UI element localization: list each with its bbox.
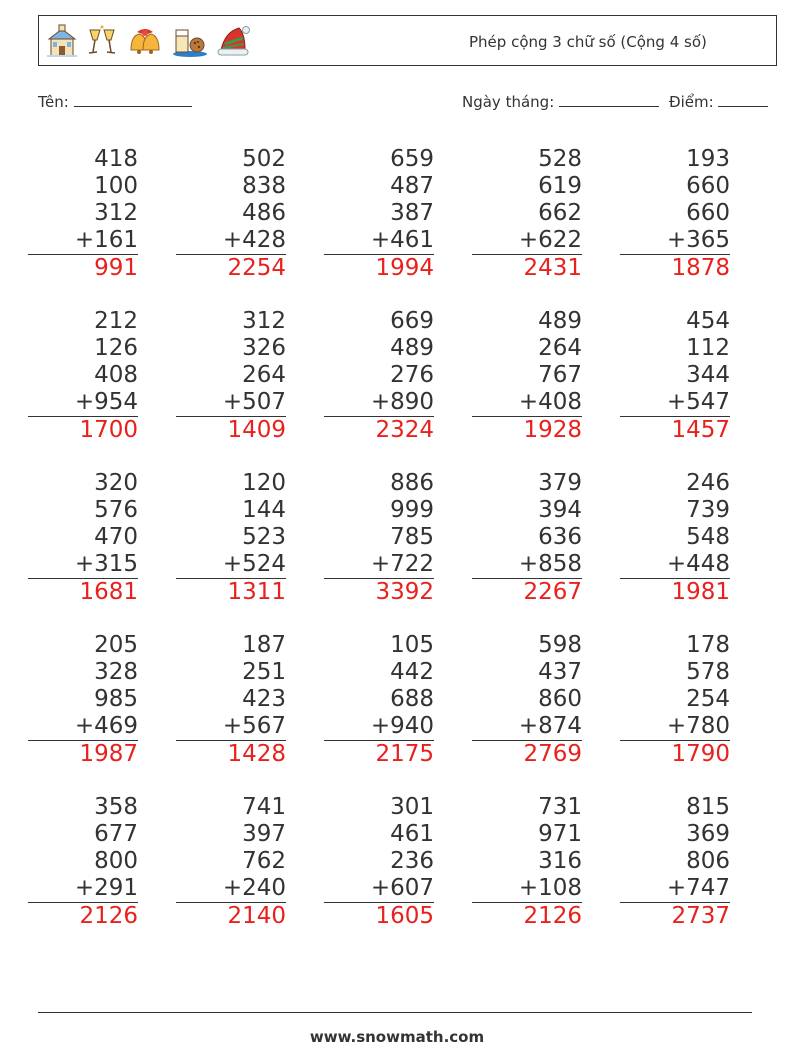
christmas-bells-icon [125, 24, 165, 58]
addend-2: 328 [94, 659, 138, 685]
answer: 1409 [227, 417, 286, 443]
addend-4: +108 [518, 875, 582, 901]
worksheet-title: Phép cộng 3 chữ số (Cộng 4 số) [469, 33, 707, 51]
addend-3: 264 [242, 362, 286, 388]
answer: 2769 [523, 741, 582, 767]
addend-4: +607 [370, 875, 434, 901]
addend-2: 369 [686, 821, 730, 847]
addend-3: 316 [538, 848, 582, 874]
addend-3: 636 [538, 524, 582, 550]
addend-1: 312 [242, 308, 286, 334]
addend-1: 105 [390, 632, 434, 658]
addend-2: 576 [94, 497, 138, 523]
addition-problem [620, 470, 730, 606]
addend-3: 408 [94, 362, 138, 388]
addend-3: 312 [94, 200, 138, 226]
answer: 1878 [671, 255, 730, 281]
addend-1: 358 [94, 794, 138, 820]
addend-1: 212 [94, 308, 138, 334]
addend-2: 144 [242, 497, 286, 523]
addend-3: 423 [242, 686, 286, 712]
addend-2: 489 [390, 335, 434, 361]
addend-2: 999 [390, 497, 434, 523]
addend-4: +940 [370, 713, 434, 739]
addend-4: +291 [74, 875, 138, 901]
addition-problem [28, 308, 138, 444]
addend-3: 236 [390, 848, 434, 874]
addend-4: +461 [370, 227, 434, 253]
church-icon [45, 24, 79, 58]
addition-problem [176, 470, 286, 606]
answer: 1981 [671, 579, 730, 605]
addend-3: 985 [94, 686, 138, 712]
answer: 2431 [523, 255, 582, 281]
addition-problem [620, 632, 730, 768]
addend-3: 767 [538, 362, 582, 388]
addition-problem [472, 632, 582, 768]
addend-3: 254 [686, 686, 730, 712]
addend-4: +890 [370, 389, 434, 415]
answer: 1987 [79, 741, 138, 767]
addend-1: 320 [94, 470, 138, 496]
addend-3: 660 [686, 200, 730, 226]
answer: 1928 [523, 417, 582, 443]
addend-2: 838 [242, 173, 286, 199]
answer: 991 [94, 255, 138, 281]
addend-1: 379 [538, 470, 582, 496]
addend-4: +547 [666, 389, 730, 415]
addend-1: 886 [390, 470, 434, 496]
addend-1: 454 [686, 308, 730, 334]
santa-hat-icon [215, 24, 253, 58]
addend-2: 578 [686, 659, 730, 685]
addition-problem [176, 632, 286, 768]
name-field[interactable] [38, 93, 192, 111]
addend-2: 442 [390, 659, 434, 685]
header-box [38, 15, 777, 66]
answer: 1457 [671, 417, 730, 443]
addition-problem [472, 794, 582, 930]
addend-1: 815 [686, 794, 730, 820]
score-line[interactable] [718, 93, 768, 107]
addend-1: 731 [538, 794, 582, 820]
addend-2: 326 [242, 335, 286, 361]
addend-1: 659 [390, 146, 434, 172]
addend-3: 344 [686, 362, 730, 388]
addition-problem [176, 794, 286, 930]
addend-4: +240 [222, 875, 286, 901]
addend-1: 502 [242, 146, 286, 172]
addition-problem [620, 146, 730, 282]
addend-3: 785 [390, 524, 434, 550]
addend-2: 112 [686, 335, 730, 361]
addend-4: +954 [74, 389, 138, 415]
addend-2: 677 [94, 821, 138, 847]
answer: 2126 [79, 903, 138, 929]
addend-1: 741 [242, 794, 286, 820]
addend-2: 619 [538, 173, 582, 199]
addend-2: 437 [538, 659, 582, 685]
addend-3: 387 [390, 200, 434, 226]
addend-1: 301 [390, 794, 434, 820]
addition-problem [176, 308, 286, 444]
addend-4: +161 [74, 227, 138, 253]
addend-4: +722 [370, 551, 434, 577]
addend-2: 251 [242, 659, 286, 685]
addend-2: 739 [686, 497, 730, 523]
date-line[interactable] [559, 93, 659, 107]
addend-1: 120 [242, 470, 286, 496]
addition-problem [176, 146, 286, 282]
addend-3: 762 [242, 848, 286, 874]
addend-3: 662 [538, 200, 582, 226]
addition-problem [472, 470, 582, 606]
addend-1: 598 [538, 632, 582, 658]
addition-problem [472, 146, 582, 282]
addend-4: +507 [222, 389, 286, 415]
answer: 1994 [375, 255, 434, 281]
addend-2: 487 [390, 173, 434, 199]
addend-4: +858 [518, 551, 582, 577]
addend-3: 276 [390, 362, 434, 388]
answer: 2737 [671, 903, 730, 929]
addend-1: 669 [390, 308, 434, 334]
answer: 1700 [79, 417, 138, 443]
answer: 1681 [79, 579, 138, 605]
addition-problem [324, 632, 434, 768]
addend-1: 187 [242, 632, 286, 658]
addend-2: 264 [538, 335, 582, 361]
addend-3: 860 [538, 686, 582, 712]
date-field[interactable] [462, 93, 659, 111]
addend-4: +365 [666, 227, 730, 253]
addition-problem [324, 146, 434, 282]
addend-2: 394 [538, 497, 582, 523]
name-label: Tên: [38, 93, 69, 111]
answer: 2126 [523, 903, 582, 929]
answer: 1311 [227, 579, 286, 605]
addend-3: 806 [686, 848, 730, 874]
addend-1: 193 [686, 146, 730, 172]
addend-4: +469 [74, 713, 138, 739]
addend-1: 528 [538, 146, 582, 172]
addend-4: +315 [74, 551, 138, 577]
addend-3: 688 [390, 686, 434, 712]
addition-problem [472, 308, 582, 444]
addition-problem [620, 794, 730, 930]
addend-3: 470 [94, 524, 138, 550]
footer-divider [38, 1012, 752, 1013]
addend-1: 246 [686, 470, 730, 496]
addend-2: 461 [390, 821, 434, 847]
answer: 2140 [227, 903, 286, 929]
answer: 3392 [375, 579, 434, 605]
addend-1: 489 [538, 308, 582, 334]
footer-site[interactable]: www.snowmath.com [309, 1028, 485, 1046]
addend-4: +747 [666, 875, 730, 901]
addition-problem [28, 794, 138, 930]
addend-4: +524 [222, 551, 286, 577]
addition-problem [620, 308, 730, 444]
answer: 2254 [227, 255, 286, 281]
addend-4: +874 [518, 713, 582, 739]
answer: 2175 [375, 741, 434, 767]
addition-problem [324, 794, 434, 930]
addend-2: 100 [94, 173, 138, 199]
addend-3: 800 [94, 848, 138, 874]
addend-1: 418 [94, 146, 138, 172]
addition-problem [324, 470, 434, 606]
addend-2: 397 [242, 821, 286, 847]
addend-4: +428 [222, 227, 286, 253]
addend-2: 126 [94, 335, 138, 361]
addition-problem [28, 470, 138, 606]
score-field[interactable] [669, 93, 768, 111]
header-icons [45, 24, 253, 58]
addend-1: 205 [94, 632, 138, 658]
addend-2: 660 [686, 173, 730, 199]
date-label: Ngày tháng: [462, 93, 555, 111]
addend-1: 178 [686, 632, 730, 658]
milk-and-cookies-icon [171, 24, 209, 58]
answer: 1428 [227, 741, 286, 767]
addend-3: 486 [242, 200, 286, 226]
answer: 2324 [375, 417, 434, 443]
addend-4: +448 [666, 551, 730, 577]
champagne-glasses-icon [85, 24, 119, 58]
addend-4: +622 [518, 227, 582, 253]
addition-problem [324, 308, 434, 444]
addend-4: +408 [518, 389, 582, 415]
addition-problem [28, 632, 138, 768]
addend-3: 523 [242, 524, 286, 550]
addend-4: +567 [222, 713, 286, 739]
score-label: Điểm: [669, 93, 714, 111]
answer: 2267 [523, 579, 582, 605]
addend-4: +780 [666, 713, 730, 739]
addend-2: 971 [538, 821, 582, 847]
name-line[interactable] [74, 93, 192, 107]
answer: 1605 [375, 903, 434, 929]
addend-3: 548 [686, 524, 730, 550]
addition-problem [28, 146, 138, 282]
answer: 1790 [671, 741, 730, 767]
